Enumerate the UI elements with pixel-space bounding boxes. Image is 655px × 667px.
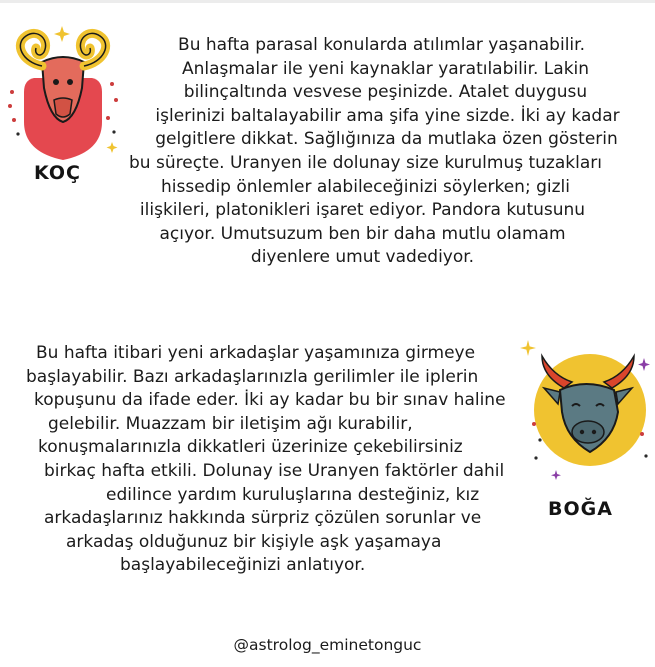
text-line: açıyor. Umutsuzum ben bir daha mutlu olamam [159, 223, 566, 244]
text-line: başlayabilir. Bazı arkadaşlarınızla gerilimler ile iplerin [26, 366, 479, 387]
text-line: işlerinizi baltalayabilir ama şifa yine sizde. İki ay kadar [155, 105, 620, 126]
text-line: kopuşunu da ifade eder. İki ay kadar bu bir sınav haline [34, 390, 506, 411]
text-line: bilinçaltında vesvese peşinizde. Atalet duygusu [183, 82, 588, 103]
sparkle-icon [520, 340, 536, 356]
text-line: birkaç hafta etkili. Dolunay ise Uranyen faktörler dahil [44, 460, 505, 481]
text-line: arkadaş olduğunuz bir kişiyle aşk yaşamaya [66, 531, 442, 552]
text-line: bu süreçte. Uranyen ile dolunay size kurulmuş tuzakları [129, 152, 602, 173]
text-line: Bu hafta parasal konularda atılımlar yaşanabilir. [178, 35, 585, 55]
koc-label: KOÇ [34, 162, 81, 184]
text-line: gelgitlere dikkat. Sağlığınıza da mutlaka özen gösterin [155, 129, 618, 150]
text-line: Bu hafta itibari yeni arkadaşlar yaşamınıza girmeye [36, 343, 476, 363]
text-line: edilince yardım kuruluşlarına desteğiniz, kız [106, 484, 480, 505]
text-line: konuşmalarınızla dikkatleri üzerinize çekebilirsiniz [38, 437, 463, 458]
koc-paragraph [0, 34, 655, 270]
boga-paragraph [0, 342, 655, 578]
top-border [0, 0, 655, 3]
text-line: diyenlere umut vadediyor. [250, 247, 475, 268]
text-line: Anlaşmalar ile yeni kaynaklar yaratılabilir. Lakin [181, 58, 590, 79]
text-line: gelebilir. Muazzam bir iletişim ağı kurabilir, [48, 413, 413, 434]
text-line: başlayabileceğinizi anlatıyor. [120, 555, 366, 576]
text-line: arkadaşlarınız hakkında sürpriz çözülen sorunlar ve [44, 508, 482, 529]
text-line: ilişkileri, platonikleri işaret ediyor. Pandora kutusunu [139, 200, 586, 221]
boga-label: BOĞA [548, 498, 613, 520]
author-handle: @astrolog_eminetonguc [233, 636, 422, 654]
text-line: hissedip önlemler alabileceğinizi söylerken; gizli [161, 176, 570, 197]
